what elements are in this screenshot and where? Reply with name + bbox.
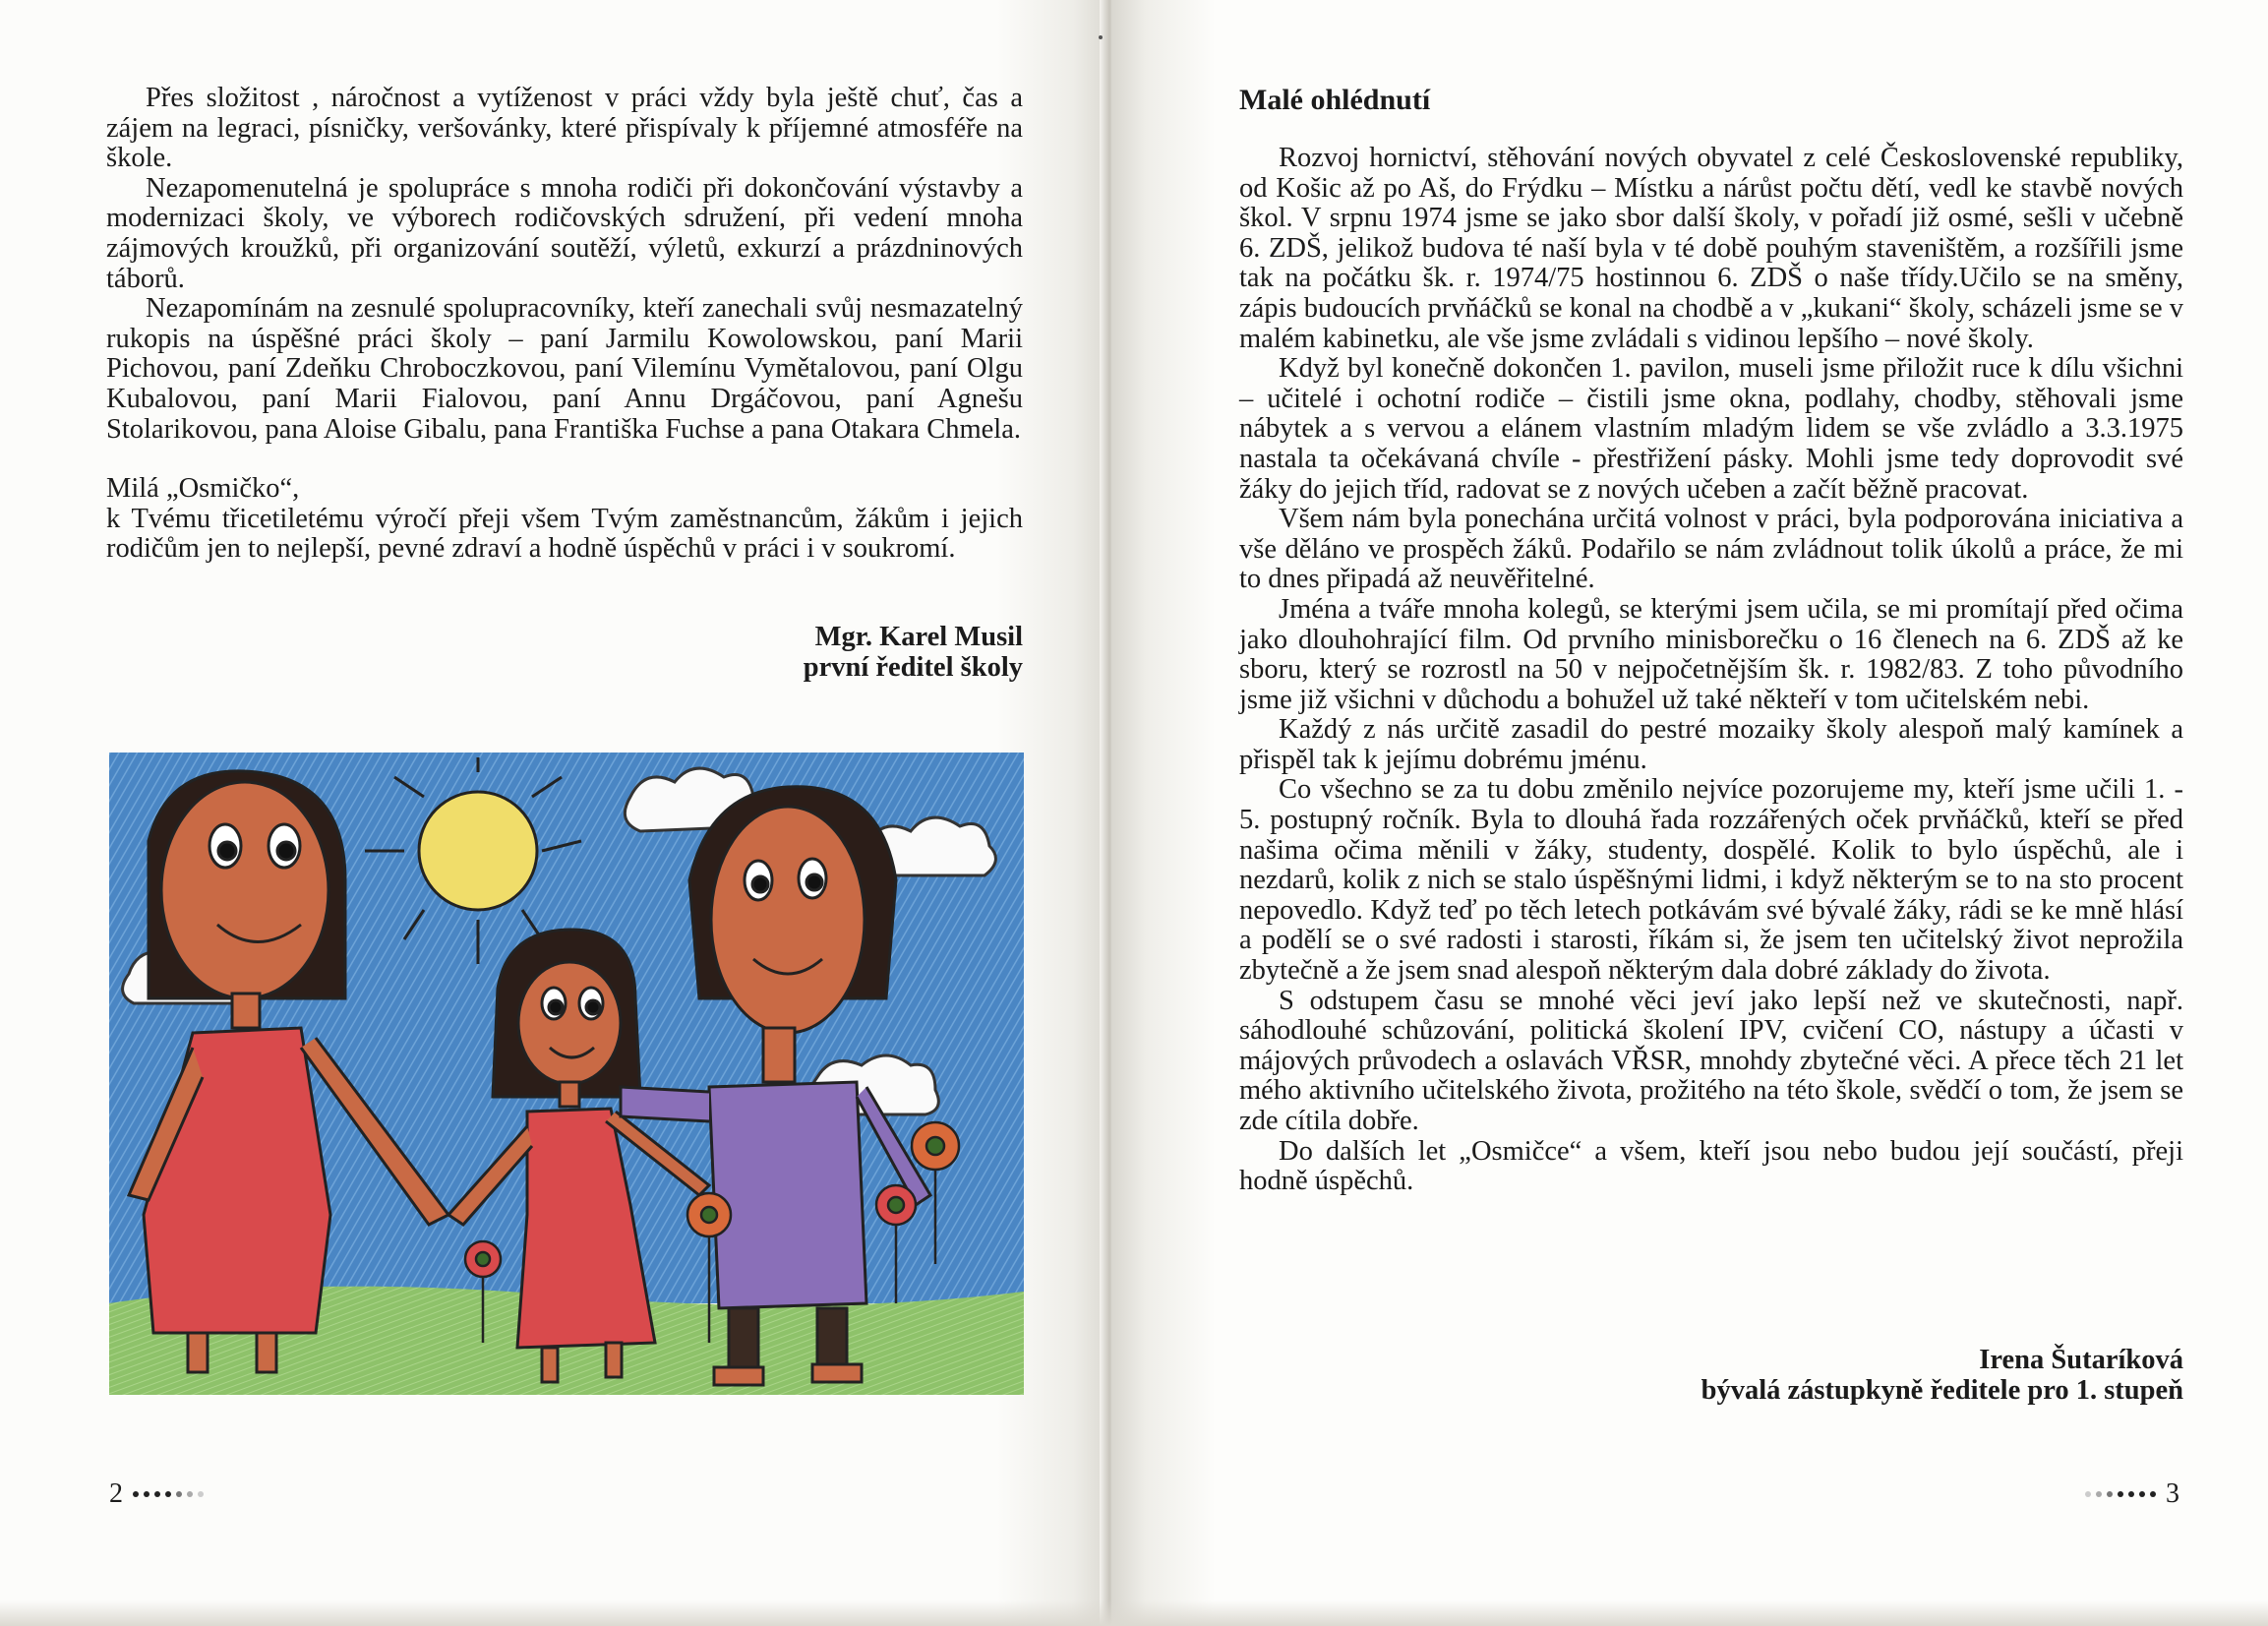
page-number: 3 <box>2166 1478 2179 1509</box>
left-body-text <box>106 84 1023 565</box>
paragraph: Jména a tváře mnoha kolegů, se kterými jsem učila, se mi promítají před očima jako dlouhohrající film. Od prvního minisborečku o 16 členech na 6. ZDŠ až ke sboru, který se rozrostl na 50 v nejpočetnějším šk. r. 1982/83. Z toho původního jsme již všichni v důchodu a bohužel už také někteří v tom učitelském nebi. <box>1239 593 2183 715</box>
paragraph: Nezapomínám na zesnulé spolupracovníky, kteří zanechali svůj nesmazatelný rukopis na úspěšné práci školy – paní Jarmilu Kowolowskou, paní Marii Pichovou, paní Zdeňku Chroboczkovou, paní Vilemínu Vymětalovou, paní Olgu Kubalovou, paní Marii Fialovou, paní Annu Drgáčovou, paní Agnešu Stolarikovou, pana Aloise Gibalu, pana Františka Fuchse a pana Otakara Chmela. <box>106 293 1023 445</box>
paragraph: Když byl konečně dokončen 1. pavilon, museli jsme přiložit ruce k dílu všichni – učitelé i ochotní rodiče – čistili jsme okna, podlahy, chodby, stěhovali jsme nábytek a s vervou a elánem vlastním mladým lidem se vše zvládlo a 3.3.1975 nastala ta očekávaná chvíle - přestřižení pásky. Mohli jsme tedy doprovodit své žáky do jejich tříd, radovat se z nových učeben a začít běžně pracovat. <box>1239 353 2183 505</box>
scan-shadow <box>0 1600 2268 1626</box>
wish-text: k Tvému třicetiletému výročí přeji všem Tvým zaměstnancům, žákům i jejich rodičům jen to nejlepší, pevné zdraví a hodně úspěchů v práci i v soukromí. <box>106 503 1023 565</box>
paragraph: Přes složitost , náročnost a vytíženost v práci vždy byla ještě chuť, čas a zájem na legraci, písničky, veršovánky, které přispívaly k příjemné atmosféře na škole. <box>106 83 1023 174</box>
paragraph: Všem nám byla ponechána určitá volnost v práci, byla podporována iniciativa a vše děláno ve prospěch žáků. Podařilo se nám zvládnout tolik úkolů a práce, že mi to dnes připadá až neuvěřitelné. <box>1239 504 2183 595</box>
left-page <box>0 0 1106 1626</box>
signature-name: Mgr. Karel Musil <box>814 622 1023 652</box>
signature-block <box>1397 1345 2183 1406</box>
signature-role: bývalá zástupkyně ředitele pro 1. stupeň <box>1701 1375 2183 1406</box>
decorative-dots <box>133 1491 204 1497</box>
page-number-left <box>109 1478 204 1510</box>
signature-role: první ředitel školy <box>803 652 1023 683</box>
paragraph: Rozvoj hornictví, stěhování nových obyvatel z celé Československé republiky, od Košic až po Aš, do Frýdku – Místku a nárůst počtu dětí, vedl ke stavbě nových škol. V srpnu 1974 jsme se jako sbor další školy, v pořadí již osmé, sešli v učebně 6. ZDŠ, jelikož budova té naší byla v té době pouhým staveništěm, a rozšířili jsme tak na počátku šk. r. 1974/75 hostinnou 6. ZDŠ o naše třídy.Učilo se na směny, zápis budoucích prvňáčků se konal na chodbě a v „kukani“ školy, scházeli jsme se v malém kabinetku, ale vše jsme zvládali s vidinou lepšího – nové školy. <box>1239 143 2183 354</box>
article-title: Malé ohlédnutí <box>1239 84 1431 116</box>
paragraph: Nezapomenutelná je spolupráce s mnoha rodiči při dokončování výstavby a modernizaci školy, ve výborech rodičovských sdružení, při vedení mnoha zájmových kroužků, při organizování soutěží, výletů, exkurzí a prázdninových táborů. <box>106 172 1023 294</box>
child-drawing-family <box>109 753 1024 1395</box>
scan-speck <box>1099 35 1103 39</box>
signature-name: Irena Šutaríková <box>1979 1345 2183 1375</box>
page-number: 2 <box>109 1478 123 1509</box>
paragraph: Do dalších let „Osmičce“ a všem, kteří jsou nebo budou její součástí, přeji hodně úspěchů. <box>1239 1135 2183 1197</box>
decorative-dots <box>2085 1491 2156 1497</box>
page-number-right <box>2085 1478 2179 1510</box>
paragraph: Každý z nás určitě zasadil do pestré mozaiky školy alespoň malý kamínek a přispěl tak k jejímu dobrému jménu. <box>1239 714 2183 775</box>
signature-block <box>433 622 1023 683</box>
greeting: Milá „Osmičko“, <box>106 473 300 505</box>
paragraph: S odstupem času se mnohé věci jeví jako lepší než ve skutečnosti, např. sáhodlouhé schůzování, politická školení IPV, cvičení CO, nástupy a účasti v májových průvodech a oslavách VŘSR, mnohdy zbytečné věci. A přece těch 21 let mého aktivního učitelského života, prožitého na této škole, svědčí o tom, že jsem se zde cítila dobře. <box>1239 985 2183 1136</box>
right-page <box>1111 0 2268 1626</box>
paragraph: Co všechno se za tu dobu změnilo nejvíce pozorujeme my, kteří jsme učili 1. - 5. postupný ročník. Byla to dlouhá řada rozzářených oček prvňáčků, kteří se před našima očima měnili v žáky, studenty, dospělé. Kolik to bylo úspěchů, ale i nezdarů, kolik z nich se stalo úspěšnými lidmi, i když některým se to na sto procent nepovedlo. Když teď po těch letech potkávám své bývalé žáky, rádi se ke mně hlásí a podělí se o své radosti i starosti, říkám si, že jsem ten učitelský život neprožila zbytečně a že jsem snad alespoň některým dala dobré základy do života. <box>1239 774 2183 987</box>
right-body-text <box>1239 144 2183 1197</box>
